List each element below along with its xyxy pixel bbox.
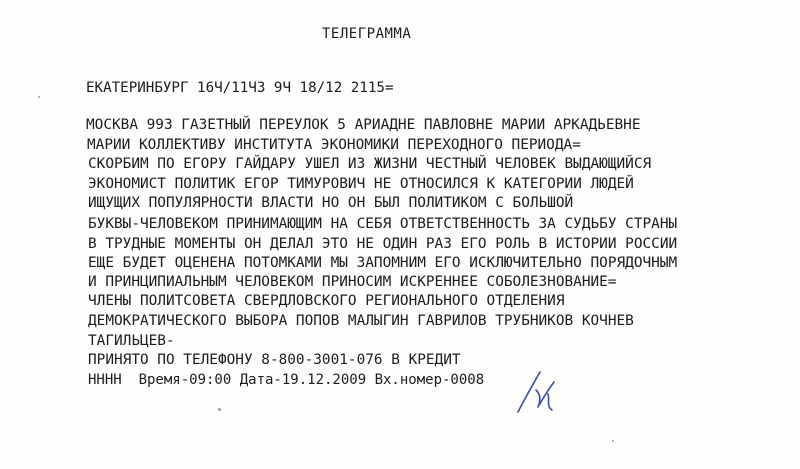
body-line-12: ТАГИЛЬЦЕВ-: [88, 333, 175, 349]
body-line-8: ЕЩЕ БУДЕТ ОЦЕНЕНА ПОТОМКАМИ МЫ ЗАПОМНИМ ЕГО ИСКЛЮЧИТЕЛЬНО ПОРЯДОЧНЫМ: [88, 255, 678, 271]
body-line-4: ЭКОНОМИСТ ПОЛИТИК ЕГОР ТИМУРОВИЧ НЕ ОТНОСИЛСЯ К КАТЕГОРИИ ЛЮДЕЙ: [88, 176, 634, 192]
body-line-1: МОСКВА 993 ГАЗЕТНЫЙ ПЕРЕУЛОК 5 АРИАДНЕ ПАВЛОВНЕ МАРИИ АРКАДЬЕВНЕ: [86, 117, 641, 133]
body-line-3: СКОРБИМ ПО ЕГОРУ ГАЙДАРУ УШЕЛ ИЗ ЖИЗНИ ЧЕСТНЫЙ ЧЕЛОВЕК ВЫДАЮЩИЙСЯ: [88, 156, 652, 172]
signature-mark: [510, 360, 560, 416]
document-title: ТЕЛЕГРАММА: [322, 26, 412, 42]
paper-speck: [218, 408, 221, 411]
body-line-13: ПРИНЯТО ПО ТЕЛЕФОНУ 8-800-3001-076 В КРЕДИТ: [88, 352, 461, 368]
telegram-header: ЕКАТЕРИНБУРГ 16Ч/11Ч3 9Ч 18/12 2115=: [86, 80, 394, 96]
paper-speck: [38, 96, 40, 98]
body-line-6: БУКВЫ-ЧЕЛОВЕКОМ ПРИНИМАЮЩИМ НА СЕБЯ ОТВЕТСТВЕННОСТЬ ЗА СУДЬБУ СТРАНЫ: [88, 216, 678, 232]
body-line-9: И ПРИНЦИПИАЛЬНЫМ ЧЕЛОВЕКОМ ПРИНОСИМ ИСКРЕННЕЕ СОБОЛЕЗНОВАНИЕ=: [88, 274, 617, 290]
telegram-footer: НННН Время-09:00 Дата-19.12.2009 Вх.номер-0008: [88, 372, 485, 388]
paper-speck: [612, 440, 614, 442]
body-line-5: ИЩУЩИХ ПОПУЛЯРНОСТИ ВЛАСТИ НО ОН БЫЛ ПОЛИТИКОМ С БОЛЬШОЙ: [88, 195, 574, 211]
body-line-10: ЧЛЕНЫ ПОЛИТСОВЕТА СВЕРДЛОВСКОГО РЕГИОНАЛЬНОГО ОТДЕЛЕНИЯ: [88, 293, 565, 309]
body-line-2: МАРИИ КОЛЛЕКТИВУ ИНСТИТУТА ЭКОНОМИКИ ПЕРЕХОДНОГО ПЕРИОДА=: [87, 137, 581, 153]
body-line-7: В ТРУДНЫЕ МОМЕНТЫ ОН ДЕЛАЛ ЭТО НЕ ОДИН РАЗ ЕГО РОЛЬ В ИСТОРИИ РОССИИ: [88, 236, 678, 252]
body-line-11: ДЕМОКРАТИЧЕСКОГО ВЫБОРА ПОПОВ МАЛЫГИН ГАВРИЛОВ ТРУБНИКОВ КОЧНЕВ: [88, 313, 634, 329]
